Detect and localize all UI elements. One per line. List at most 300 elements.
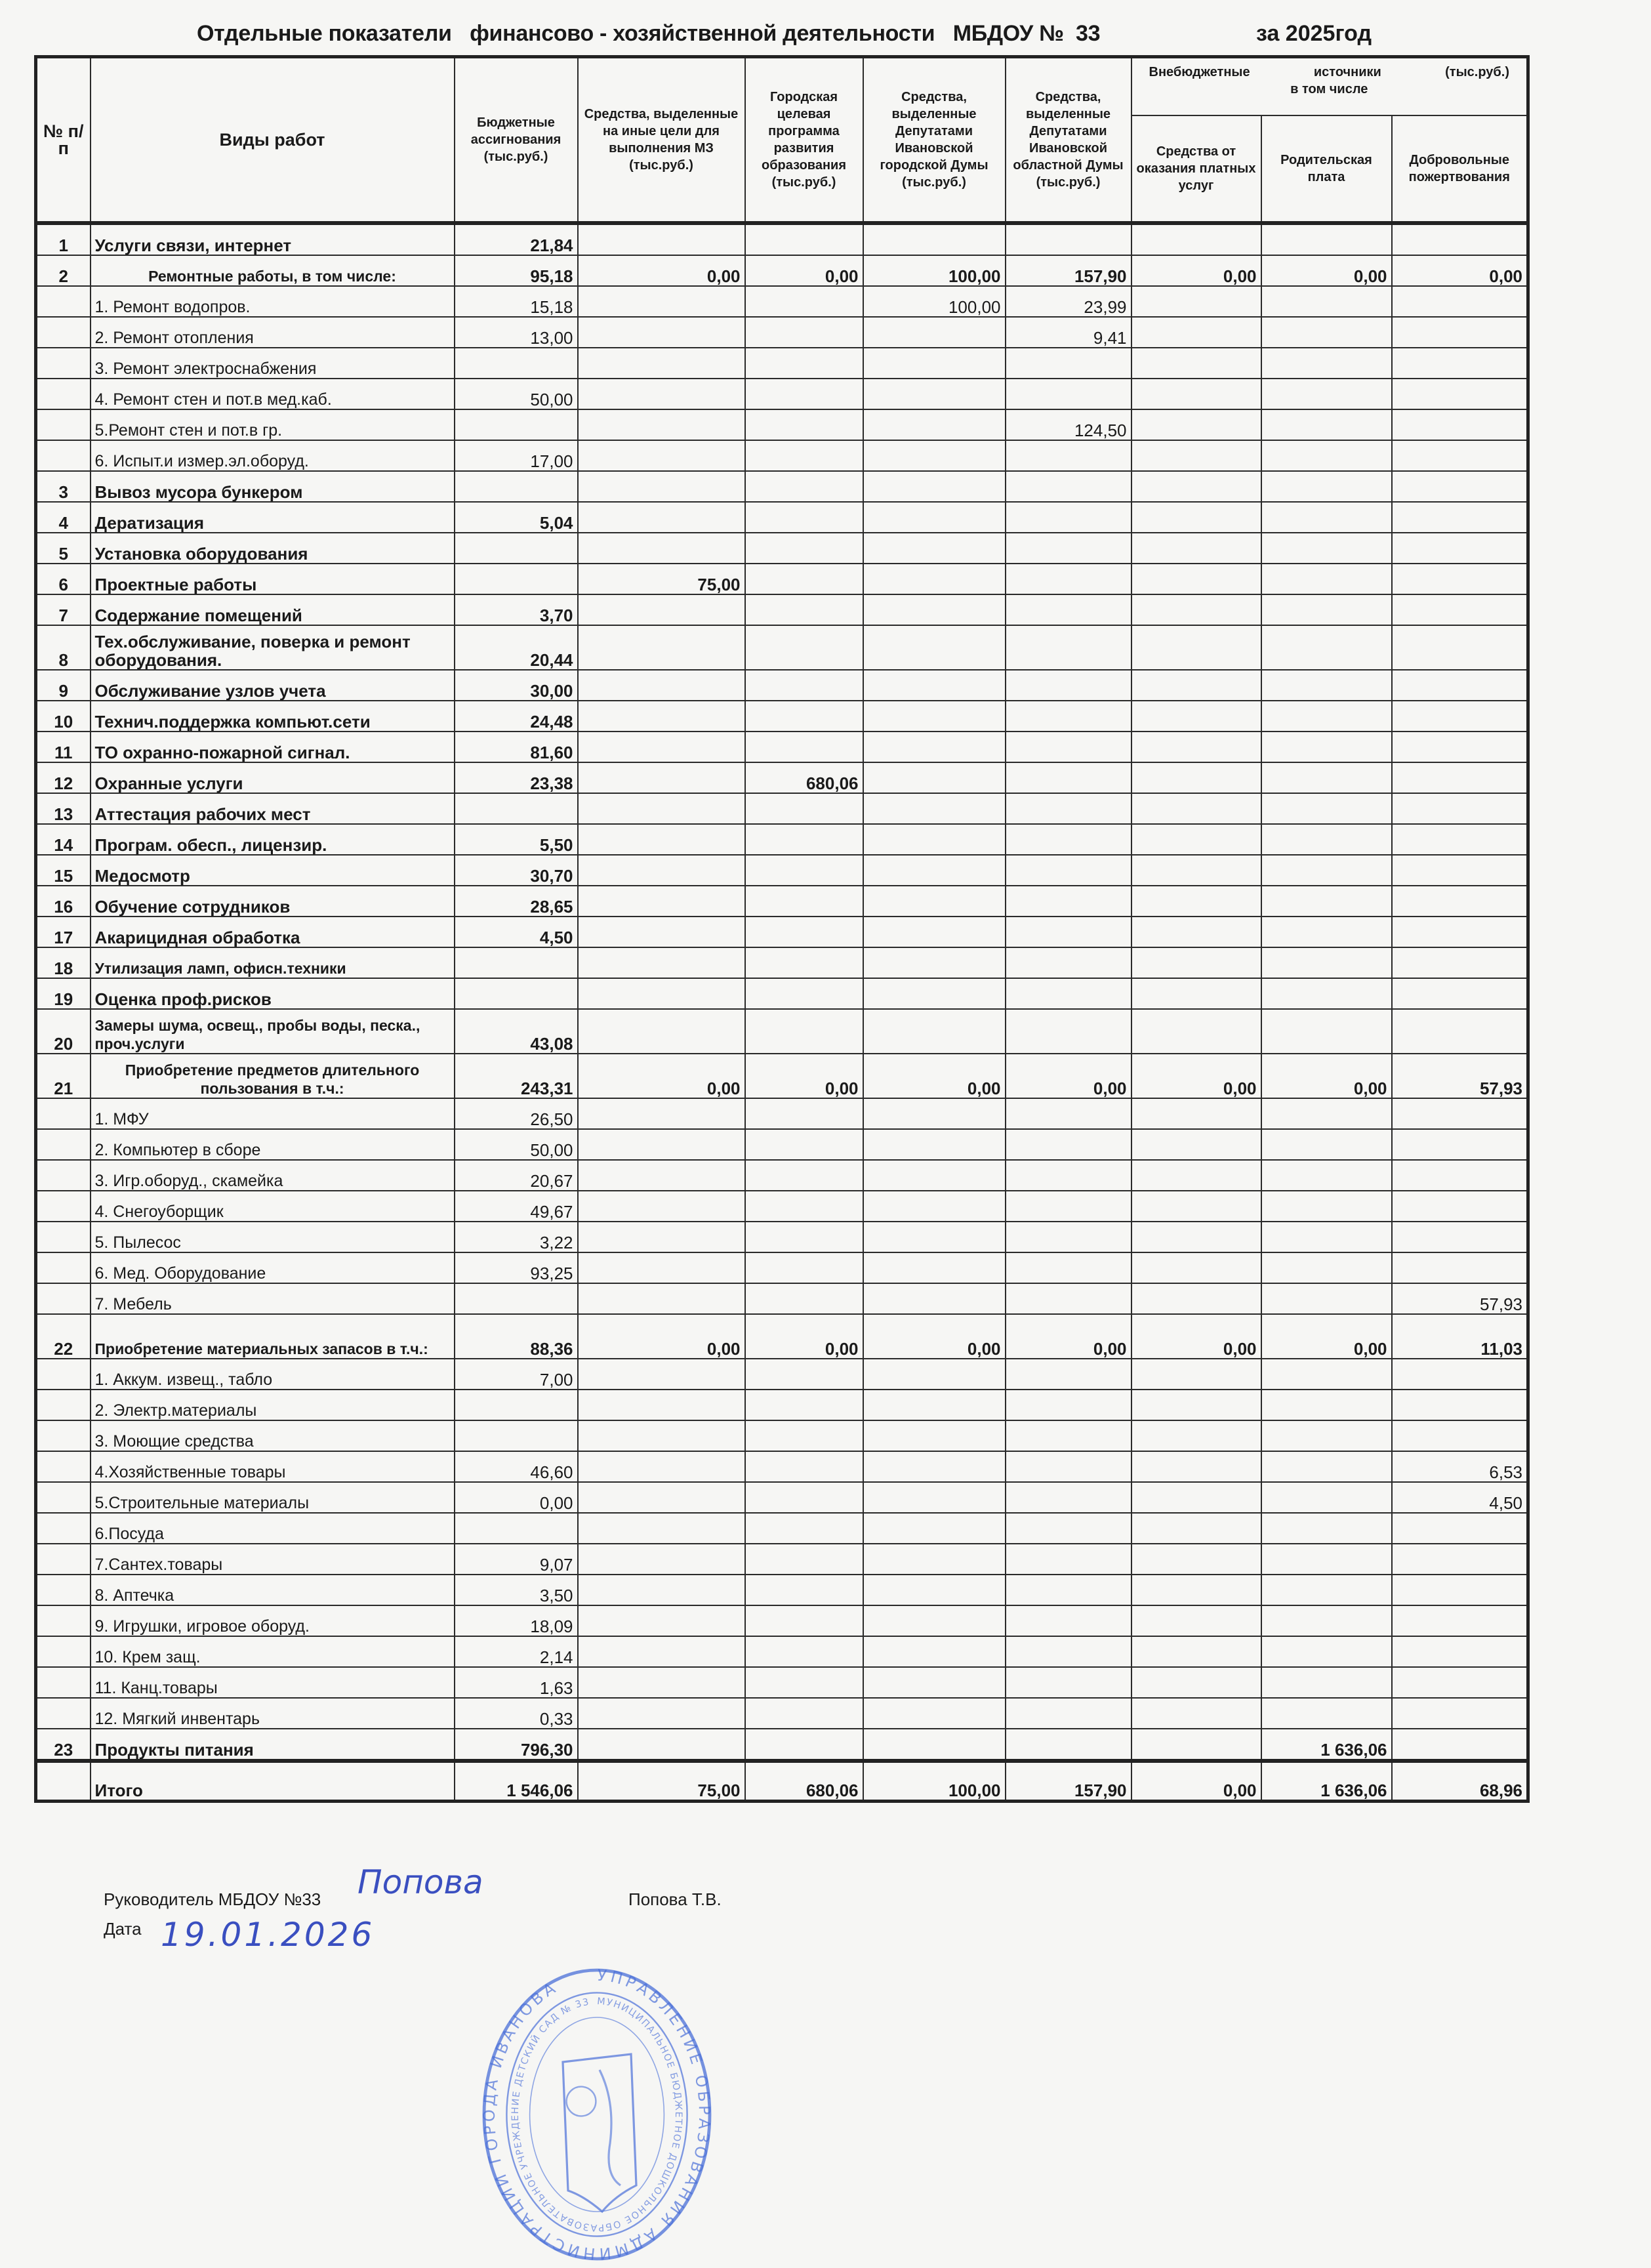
cell-other-goals [578, 1009, 745, 1054]
cell-parental-fee [1261, 502, 1392, 533]
cell-budget: 15,18 [455, 286, 578, 317]
cell-city-program [745, 1009, 863, 1054]
row-number [36, 1252, 91, 1283]
cell-regional-deputies [1006, 1283, 1131, 1314]
table-row [36, 1222, 1528, 1252]
cell-donations: 57,93 [1392, 1054, 1528, 1098]
table-row [36, 379, 1528, 409]
cell-city-deputies [863, 701, 1006, 732]
col-header-city-deputies: Средства, выделенные Депутатами Ивановской городской Думы (тыс.руб.) [863, 57, 1006, 224]
work-name: 3. Игр.оборуд., скамейка [91, 1160, 455, 1191]
row-number: 16 [36, 886, 91, 917]
cell-donations [1392, 286, 1528, 317]
cell-budget [455, 1513, 578, 1544]
cell-city-deputies [863, 762, 1006, 793]
col-header-city-program: Городская целевая программа развития образования (тыс.руб.) [745, 57, 863, 224]
cell-other-goals [578, 947, 745, 978]
cell-city-program [745, 1222, 863, 1252]
cell-donations [1392, 793, 1528, 824]
cell-budget [455, 348, 578, 379]
cell-city-program [745, 348, 863, 379]
cell-donations: 6,53 [1392, 1451, 1528, 1482]
work-name: Услуги связи, интернет [91, 223, 455, 255]
cell-regional-deputies [1006, 701, 1131, 732]
cell-paid-services [1131, 1098, 1261, 1129]
cell-donations: 68,96 [1392, 1761, 1528, 1802]
table-row [36, 409, 1528, 440]
cell-city-deputies [863, 1698, 1006, 1729]
table-row [36, 1009, 1528, 1054]
cell-city-program [745, 564, 863, 594]
work-name: Приобретение предметов длительного пользования в т.ч.: [91, 1054, 455, 1098]
cell-other-goals: 75,00 [578, 564, 745, 594]
cell-donations [1392, 1129, 1528, 1160]
cell-regional-deputies [1006, 793, 1131, 824]
cell-other-goals [578, 1667, 745, 1698]
row-number [36, 1544, 91, 1575]
cell-paid-services [1131, 1482, 1261, 1513]
table-row [36, 1359, 1528, 1390]
work-name: Дератизация [91, 502, 455, 533]
cell-city-deputies: 0,00 [863, 1314, 1006, 1359]
cell-budget [455, 1420, 578, 1451]
cell-donations [1392, 1390, 1528, 1420]
cell-budget: 49,67 [455, 1191, 578, 1222]
cell-donations: 57,93 [1392, 1283, 1528, 1314]
cell-donations [1392, 1605, 1528, 1636]
cell-budget [455, 564, 578, 594]
table-row [36, 1191, 1528, 1222]
cell-donations [1392, 917, 1528, 947]
cell-other-goals [578, 1729, 745, 1761]
table-row [36, 1252, 1528, 1283]
cell-parental-fee [1261, 564, 1392, 594]
row-number: 9 [36, 670, 91, 701]
cell-other-goals [578, 1191, 745, 1222]
row-number [36, 1636, 91, 1667]
cell-budget: 17,00 [455, 440, 578, 471]
cell-budget: 7,00 [455, 1359, 578, 1390]
cell-city-program [745, 1636, 863, 1667]
col-header-works: Виды работ [91, 57, 455, 224]
cell-budget: 93,25 [455, 1252, 578, 1283]
cell-city-program [745, 1390, 863, 1420]
cell-regional-deputies [1006, 1420, 1131, 1451]
work-name: 1. МФУ [91, 1098, 455, 1129]
work-name: 4. Ремонт стен и пот.в мед.каб. [91, 379, 455, 409]
cell-parental-fee [1261, 1420, 1392, 1451]
cell-city-deputies [863, 1390, 1006, 1420]
table-row [36, 1575, 1528, 1605]
stamp-outer-text: УПРАВЛЕНИЕ ОБРАЗОВАНИЯ АДМИНИСТРАЦИИ ГОРОДА ИВАНОВА [479, 1966, 714, 2263]
cell-donations: 4,50 [1392, 1482, 1528, 1513]
cell-parental-fee [1261, 379, 1392, 409]
cell-regional-deputies [1006, 1698, 1131, 1729]
cell-budget: 9,07 [455, 1544, 578, 1575]
cell-paid-services [1131, 471, 1261, 502]
cell-budget [455, 471, 578, 502]
cell-parental-fee [1261, 1160, 1392, 1191]
cell-city-program: 0,00 [745, 1054, 863, 1098]
row-number: 1 [36, 223, 91, 255]
cell-other-goals [578, 1513, 745, 1544]
cell-regional-deputies [1006, 855, 1131, 886]
cell-budget: 23,38 [455, 762, 578, 793]
cell-donations [1392, 1160, 1528, 1191]
cell-other-goals: 0,00 [578, 1314, 745, 1359]
cell-budget [455, 947, 578, 978]
cell-city-deputies [863, 1129, 1006, 1160]
cell-city-deputies [863, 1636, 1006, 1667]
financial-table [34, 55, 1530, 1803]
cell-regional-deputies [1006, 1160, 1131, 1191]
cell-donations [1392, 1544, 1528, 1575]
cell-paid-services [1131, 223, 1261, 255]
cell-city-program: 680,06 [745, 762, 863, 793]
cell-donations [1392, 471, 1528, 502]
cell-donations [1392, 1698, 1528, 1729]
cell-city-deputies [863, 440, 1006, 471]
work-name: Проектные работы [91, 564, 455, 594]
table-row [36, 1513, 1528, 1544]
row-number: 22 [36, 1314, 91, 1359]
row-number [36, 1698, 91, 1729]
work-name: 2. Компьютер в сборе [91, 1129, 455, 1160]
cell-city-deputies [863, 1575, 1006, 1605]
cell-paid-services: 0,00 [1131, 1314, 1261, 1359]
cell-regional-deputies: 157,90 [1006, 255, 1131, 286]
cell-city-program [745, 824, 863, 855]
row-number: 2 [36, 255, 91, 286]
cell-city-program [745, 1667, 863, 1698]
cell-parental-fee: 0,00 [1261, 1054, 1392, 1098]
cell-city-program [745, 502, 863, 533]
cell-budget: 28,65 [455, 886, 578, 917]
offbudget-label-1: Внебюджетные [1149, 65, 1250, 79]
cell-paid-services [1131, 502, 1261, 533]
cell-city-deputies [863, 1191, 1006, 1222]
cell-city-deputies [863, 502, 1006, 533]
table-row [36, 594, 1528, 625]
row-number [36, 409, 91, 440]
cell-regional-deputies [1006, 978, 1131, 1009]
cell-other-goals [578, 379, 745, 409]
cell-parental-fee [1261, 793, 1392, 824]
cell-budget: 13,00 [455, 317, 578, 348]
cell-donations [1392, 670, 1528, 701]
row-number [36, 1129, 91, 1160]
cell-city-deputies [863, 379, 1006, 409]
cell-regional-deputies [1006, 1191, 1131, 1222]
work-name: 4.Хозяйственные товары [91, 1451, 455, 1482]
row-number [36, 1390, 91, 1420]
cell-donations [1392, 1575, 1528, 1605]
cell-parental-fee [1261, 1667, 1392, 1698]
cell-city-program [745, 917, 863, 947]
work-name: 6. Мед. Оборудование [91, 1252, 455, 1283]
row-number: 6 [36, 564, 91, 594]
col-header-parental-fee: Родительская плата [1261, 115, 1392, 223]
cell-budget: 5,50 [455, 824, 578, 855]
cell-parental-fee [1261, 1283, 1392, 1314]
cell-city-program [745, 1160, 863, 1191]
cell-city-deputies [863, 1420, 1006, 1451]
cell-city-program [745, 793, 863, 824]
work-name: Утилизация ламп, офисн.техники [91, 947, 455, 978]
cell-city-deputies [863, 1667, 1006, 1698]
cell-other-goals [578, 886, 745, 917]
cell-other-goals [578, 917, 745, 947]
head-name: Попова Т.В. [628, 1889, 722, 1909]
work-name: Обучение сотрудников [91, 886, 455, 917]
cell-paid-services [1131, 732, 1261, 762]
cell-other-goals [578, 762, 745, 793]
cell-city-deputies [863, 1605, 1006, 1636]
table-row [36, 255, 1528, 286]
offbudget-label-3: (тыс.руб.) [1445, 65, 1510, 79]
work-name: Оценка проф.рисков [91, 978, 455, 1009]
cell-other-goals [578, 1575, 745, 1605]
work-name: 8. Аптечка [91, 1575, 455, 1605]
cell-city-deputies [863, 1252, 1006, 1283]
cell-city-program [745, 317, 863, 348]
col-header-budget: Бюджетные ассигнования (тыс.руб.) [455, 57, 578, 224]
cell-paid-services [1131, 1222, 1261, 1252]
cell-paid-services [1131, 1009, 1261, 1054]
cell-donations [1392, 1636, 1528, 1667]
cell-city-program [745, 1420, 863, 1451]
cell-regional-deputies [1006, 471, 1131, 502]
cell-city-program [745, 440, 863, 471]
cell-other-goals [578, 502, 745, 533]
row-number: 17 [36, 917, 91, 947]
cell-parental-fee [1261, 286, 1392, 317]
table-row [36, 824, 1528, 855]
stamp-core-ring [530, 2017, 664, 2212]
cell-other-goals [578, 1544, 745, 1575]
cell-budget: 1 546,06 [455, 1761, 578, 1802]
official-stamp [479, 1965, 715, 2264]
cell-parental-fee [1261, 855, 1392, 886]
cell-regional-deputies [1006, 594, 1131, 625]
cell-parental-fee [1261, 824, 1392, 855]
col-header-no: № п/п [36, 57, 91, 224]
work-name: 10. Крем защ. [91, 1636, 455, 1667]
cell-budget: 796,30 [455, 1729, 578, 1761]
row-number: 10 [36, 701, 91, 732]
work-name: 2. Электр.материалы [91, 1390, 455, 1420]
work-name: Ремонтные работы, в том числе: [91, 255, 455, 286]
row-number [36, 286, 91, 317]
cell-city-deputies: 0,00 [863, 1054, 1006, 1098]
row-number [36, 317, 91, 348]
table-row [36, 286, 1528, 317]
cell-other-goals [578, 701, 745, 732]
col-header-regional-deputies: Средства, выделенные Депутатами Ивановской областной Думы (тыс.руб.) [1006, 57, 1131, 224]
cell-donations [1392, 978, 1528, 1009]
work-name: Установка оборудования [91, 533, 455, 564]
cell-budget: 18,09 [455, 1605, 578, 1636]
cell-budget: 50,00 [455, 1129, 578, 1160]
cell-other-goals [578, 670, 745, 701]
cell-other-goals [578, 594, 745, 625]
cell-paid-services [1131, 1544, 1261, 1575]
cell-regional-deputies [1006, 947, 1131, 978]
cell-city-deputies [863, 471, 1006, 502]
coat-of-arms-figure [600, 2070, 621, 2185]
cell-other-goals [578, 793, 745, 824]
cell-parental-fee [1261, 409, 1392, 440]
table-row [36, 1667, 1528, 1698]
work-name: ТО охранно-пожарной сигнал. [91, 732, 455, 762]
row-number [36, 1667, 91, 1698]
cell-budget: 243,31 [455, 1054, 578, 1098]
cell-paid-services [1131, 855, 1261, 886]
cell-paid-services [1131, 1513, 1261, 1544]
cell-donations [1392, 1009, 1528, 1054]
cell-parental-fee [1261, 1544, 1392, 1575]
cell-other-goals: 0,00 [578, 255, 745, 286]
cell-other-goals [578, 1098, 745, 1129]
cell-regional-deputies: 23,99 [1006, 286, 1131, 317]
cell-budget: 0,33 [455, 1698, 578, 1729]
cell-donations [1392, 564, 1528, 594]
cell-other-goals [578, 1160, 745, 1191]
cell-budget: 26,50 [455, 1098, 578, 1129]
cell-donations [1392, 594, 1528, 625]
cell-parental-fee [1261, 1252, 1392, 1283]
cell-paid-services [1131, 1729, 1261, 1761]
work-name: Медосмотр [91, 855, 455, 886]
work-name: Акарицидная обработка [91, 917, 455, 947]
cell-budget: 20,67 [455, 1160, 578, 1191]
table-row [36, 855, 1528, 886]
cell-donations [1392, 1420, 1528, 1451]
cell-parental-fee: 1 636,06 [1261, 1729, 1392, 1761]
cell-donations [1392, 1667, 1528, 1698]
cell-paid-services [1131, 1575, 1261, 1605]
work-name: 2. Ремонт отопления [91, 317, 455, 348]
work-name: Приобретение материальных запасов в т.ч.: [91, 1314, 455, 1359]
cell-other-goals [578, 1482, 745, 1513]
cell-other-goals [578, 978, 745, 1009]
cell-regional-deputies [1006, 1359, 1131, 1390]
cell-paid-services [1131, 1451, 1261, 1482]
cell-regional-deputies [1006, 379, 1131, 409]
row-number: 12 [36, 762, 91, 793]
cell-regional-deputies: 124,50 [1006, 409, 1131, 440]
cell-paid-services [1131, 409, 1261, 440]
cell-city-deputies [863, 1009, 1006, 1054]
table-row [36, 317, 1528, 348]
cell-regional-deputies [1006, 1252, 1131, 1283]
cell-city-program [745, 594, 863, 625]
cell-parental-fee [1261, 594, 1392, 625]
cell-city-deputies [863, 594, 1006, 625]
cell-other-goals: 0,00 [578, 1054, 745, 1098]
row-number [36, 1513, 91, 1544]
cell-paid-services [1131, 379, 1261, 409]
cell-city-program: 0,00 [745, 255, 863, 286]
cell-city-deputies [863, 223, 1006, 255]
cell-regional-deputies [1006, 1451, 1131, 1482]
table-row [36, 1283, 1528, 1314]
table-row [36, 348, 1528, 379]
date-label: Дата [104, 1919, 142, 1939]
row-number [36, 1451, 91, 1482]
cell-parental-fee [1261, 1513, 1392, 1544]
table-row [36, 917, 1528, 947]
cell-budget: 4,50 [455, 917, 578, 947]
cell-city-program: 680,06 [745, 1761, 863, 1802]
cell-city-program [745, 1129, 863, 1160]
row-number: 23 [36, 1729, 91, 1761]
work-name: 6.Посуда [91, 1513, 455, 1544]
cell-city-deputies [863, 855, 1006, 886]
cell-city-deputies [863, 564, 1006, 594]
cell-city-program [745, 1482, 863, 1513]
cell-city-deputies [863, 1451, 1006, 1482]
cell-city-deputies: 100,00 [863, 1761, 1006, 1802]
cell-regional-deputies [1006, 1482, 1131, 1513]
cell-budget: 3,70 [455, 594, 578, 625]
cell-city-deputies [863, 1482, 1006, 1513]
cell-donations [1392, 379, 1528, 409]
cell-city-program [745, 286, 863, 317]
cell-regional-deputies [1006, 1729, 1131, 1761]
cell-city-program [745, 1544, 863, 1575]
cell-budget [455, 533, 578, 564]
cell-other-goals [578, 348, 745, 379]
cell-parental-fee: 1 636,06 [1261, 1761, 1392, 1802]
cell-other-goals [578, 1605, 745, 1636]
cell-city-program [745, 1451, 863, 1482]
cell-city-deputies [863, 886, 1006, 917]
table-row [36, 1605, 1528, 1636]
cell-city-deputies [863, 625, 1006, 670]
cell-parental-fee: 0,00 [1261, 255, 1392, 286]
document-year: за 2025год [1256, 21, 1372, 46]
work-name: Вывоз мусора бункером [91, 471, 455, 502]
cell-regional-deputies [1006, 502, 1131, 533]
cell-regional-deputies [1006, 762, 1131, 793]
cell-regional-deputies [1006, 1009, 1131, 1054]
row-number: 4 [36, 502, 91, 533]
cell-city-deputies [863, 670, 1006, 701]
cell-budget: 3,22 [455, 1222, 578, 1252]
cell-city-deputies [863, 1544, 1006, 1575]
cell-regional-deputies [1006, 1667, 1131, 1698]
cell-city-program [745, 1283, 863, 1314]
table-row [36, 502, 1528, 533]
cell-other-goals [578, 732, 745, 762]
cell-budget [455, 1390, 578, 1420]
cell-regional-deputies [1006, 564, 1131, 594]
cell-paid-services [1131, 1390, 1261, 1420]
cell-other-goals [578, 1698, 745, 1729]
cell-regional-deputies: 9,41 [1006, 317, 1131, 348]
cell-city-deputies [863, 1359, 1006, 1390]
cell-city-deputies [863, 978, 1006, 1009]
row-number: 8 [36, 625, 91, 670]
table-row [36, 1054, 1528, 1098]
cell-city-program [745, 1729, 863, 1761]
cell-regional-deputies [1006, 917, 1131, 947]
table-row [36, 886, 1528, 917]
work-name: 5.Ремонт стен и пот.в гр. [91, 409, 455, 440]
row-number [36, 1575, 91, 1605]
cell-city-program [745, 855, 863, 886]
